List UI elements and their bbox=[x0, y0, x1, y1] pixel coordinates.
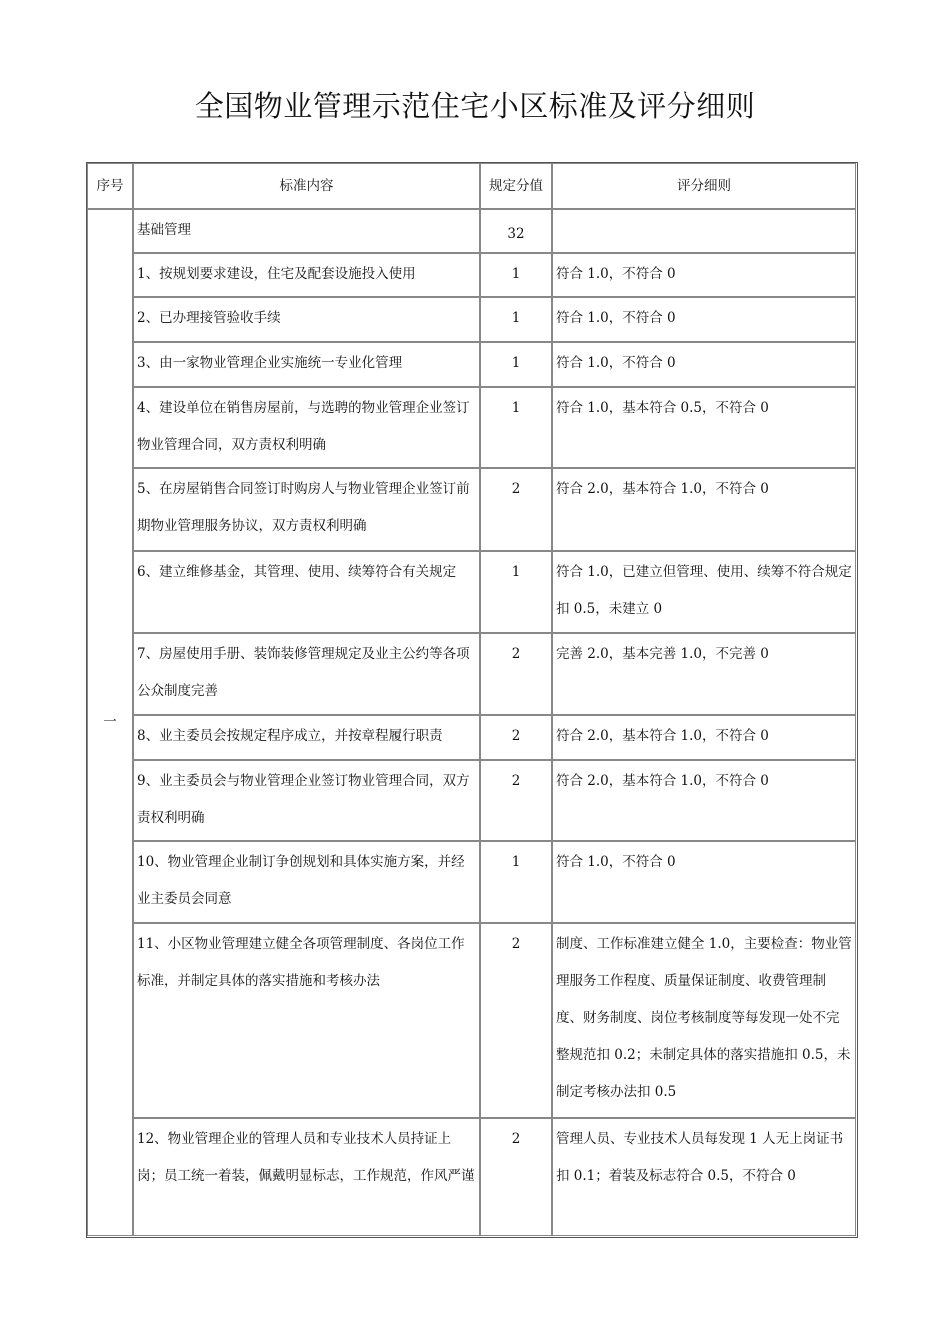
table-row-score: 1 bbox=[480, 387, 552, 468]
table-row-content: 1、按规划要求建设，住宅及配套设施投入使用 bbox=[133, 253, 480, 297]
table-row-content: 10、物业管理企业制订争创规划和具体实施方案，并经业主委员会同意 bbox=[133, 841, 480, 923]
table-row-content: 2、已办理接管验收手续 bbox=[133, 297, 480, 342]
table-row-content: 7、房屋使用手册、装饰装修管理规定及业主公约等各项公众制度完善 bbox=[133, 633, 480, 715]
section-seq-cell bbox=[87, 209, 133, 1236]
header-detail: 评分细则 bbox=[552, 163, 856, 209]
table-row-score: 2 bbox=[480, 468, 552, 551]
table-row-score: 1 bbox=[480, 342, 552, 387]
table-row-content: 9、业主委员会与物业管理企业签订物业管理合同，双方责权利明确 bbox=[133, 760, 480, 841]
section-name: 基础管理 bbox=[133, 209, 480, 253]
section-seq: 一 bbox=[103, 713, 117, 730]
table-row-detail: 制度、工作标准建立健全 1.0，主要检查：物业管理服务工作程度、质量保证制度、收费管理制度、财务制度、岗位考核制度等每发现一处不完整规范扣 0.2；未制定具体的落实措施扣 0.5，未制定考核办法扣 0.5 bbox=[552, 923, 856, 1118]
table-row-score: 1 bbox=[480, 551, 552, 633]
table-row-content: 11、小区物业管理建立健全各项管理制度、各岗位工作标准，并制定具体的落实措施和考核办法 bbox=[133, 923, 480, 1118]
table-row-content: 8、业主委员会按规定程序成立，并按章程履行职责 bbox=[133, 715, 480, 760]
table-row-score: 2 bbox=[480, 715, 552, 760]
table-row-detail: 符合 2.0，基本符合 1.0，不符合 0 bbox=[552, 468, 856, 551]
table-row-detail: 符合 1.0，不符合 0 bbox=[552, 253, 856, 297]
table-row-detail: 符合 2.0，基本符合 1.0，不符合 0 bbox=[552, 715, 856, 760]
section-detail bbox=[552, 209, 856, 253]
table-row-score: 2 bbox=[480, 923, 552, 1118]
table-row-score: 2 bbox=[480, 760, 552, 841]
scoring-table bbox=[86, 162, 858, 1238]
table-row-score: 1 bbox=[480, 253, 552, 297]
page-title: 全国物业管理示范住宅小区标准及评分细则 bbox=[194, 89, 756, 123]
header-score: 规定分值 bbox=[480, 163, 552, 209]
table-row-detail: 符合 1.0，不符合 0 bbox=[552, 841, 856, 923]
table-row-content: 4、建设单位在销售房屋前，与选聘的物业管理企业签订物业管理合同，双方责权利明确 bbox=[133, 387, 480, 468]
table-row-detail: 管理人员、专业技术人员每发现 1 人无上岗证书扣 0.1；着装及标志符合 0.5，不符合 0 bbox=[552, 1118, 856, 1236]
header-seq: 序号 bbox=[87, 163, 133, 209]
table-row-content: 5、在房屋销售合同签订时购房人与物业管理企业签订前期物业管理服务协议，双方责权利明确 bbox=[133, 468, 480, 551]
table-row-score: 2 bbox=[480, 1118, 552, 1236]
table-row-detail: 完善 2.0，基本完善 1.0，不完善 0 bbox=[552, 633, 856, 715]
table-row-detail: 符合 1.0，不符合 0 bbox=[552, 297, 856, 342]
header-content: 标准内容 bbox=[133, 163, 480, 209]
table-row-detail: 符合 1.0，已建立但管理、使用、续筹不符合规定扣 0.5，未建立 0 bbox=[552, 551, 856, 633]
table-row-detail: 符合 1.0，不符合 0 bbox=[552, 342, 856, 387]
table-row-content: 6、建立维修基金，其管理、使用、续筹符合有关规定 bbox=[133, 551, 480, 633]
table-row-content: 12、物业管理企业的管理人员和专业技术人员持证上岗；员工统一着装，佩戴明显标志，工作规范，作风严谨 bbox=[133, 1118, 480, 1236]
table-row-score: 1 bbox=[480, 841, 552, 923]
table-row-score: 1 bbox=[480, 297, 552, 342]
table-row-detail: 符合 2.0，基本符合 1.0，不符合 0 bbox=[552, 760, 856, 841]
table-row-detail: 符合 1.0，基本符合 0.5，不符合 0 bbox=[552, 387, 856, 468]
table-row-content: 3、由一家物业管理企业实施统一专业化管理 bbox=[133, 342, 480, 387]
table-row-score: 2 bbox=[480, 633, 552, 715]
section-score: 32 bbox=[480, 209, 552, 253]
